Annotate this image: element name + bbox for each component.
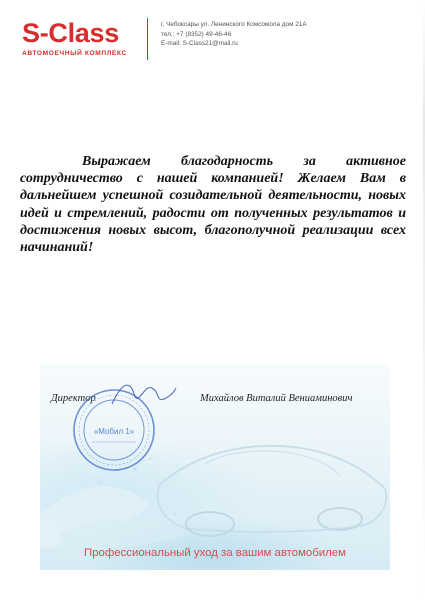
stamp-text: «Мобил 1» xyxy=(93,427,135,436)
signatory-name: Михайлов Виталий Вениаминович xyxy=(200,393,353,404)
brand-tagline: АВТОМОЕЧНЫЙ КОМПЛЕКС xyxy=(22,50,127,57)
header-divider xyxy=(147,18,148,60)
footer-panel xyxy=(40,364,390,570)
brand-name: S-Class xyxy=(22,18,119,48)
signature-scribble xyxy=(108,374,178,414)
email-text: E-mail: S-Class21@mail.ru xyxy=(161,40,238,48)
footer-slogan: Профессиональный уход за вашим автомобилем xyxy=(84,547,346,559)
contact-block xyxy=(161,20,307,49)
address-text: г. Чебоксары ул. Ленинского Комсомола дом 21А xyxy=(161,21,307,28)
phone-text: тел.: +7 (8352) 49-46-46 xyxy=(161,30,232,38)
brand-logo xyxy=(22,18,146,57)
gratitude-message: Выражаем благодарность за активное сотрудничество с нашей компанией! Желаем Вам в дальнейшем успешной созидательной деятельности, новых идей и стремлений, радости от полученных результатов и достижения новых высот, благополучной реализации всех начинаний! xyxy=(20,154,406,256)
letterhead xyxy=(0,0,425,110)
signatory-role: Директор xyxy=(51,393,96,404)
